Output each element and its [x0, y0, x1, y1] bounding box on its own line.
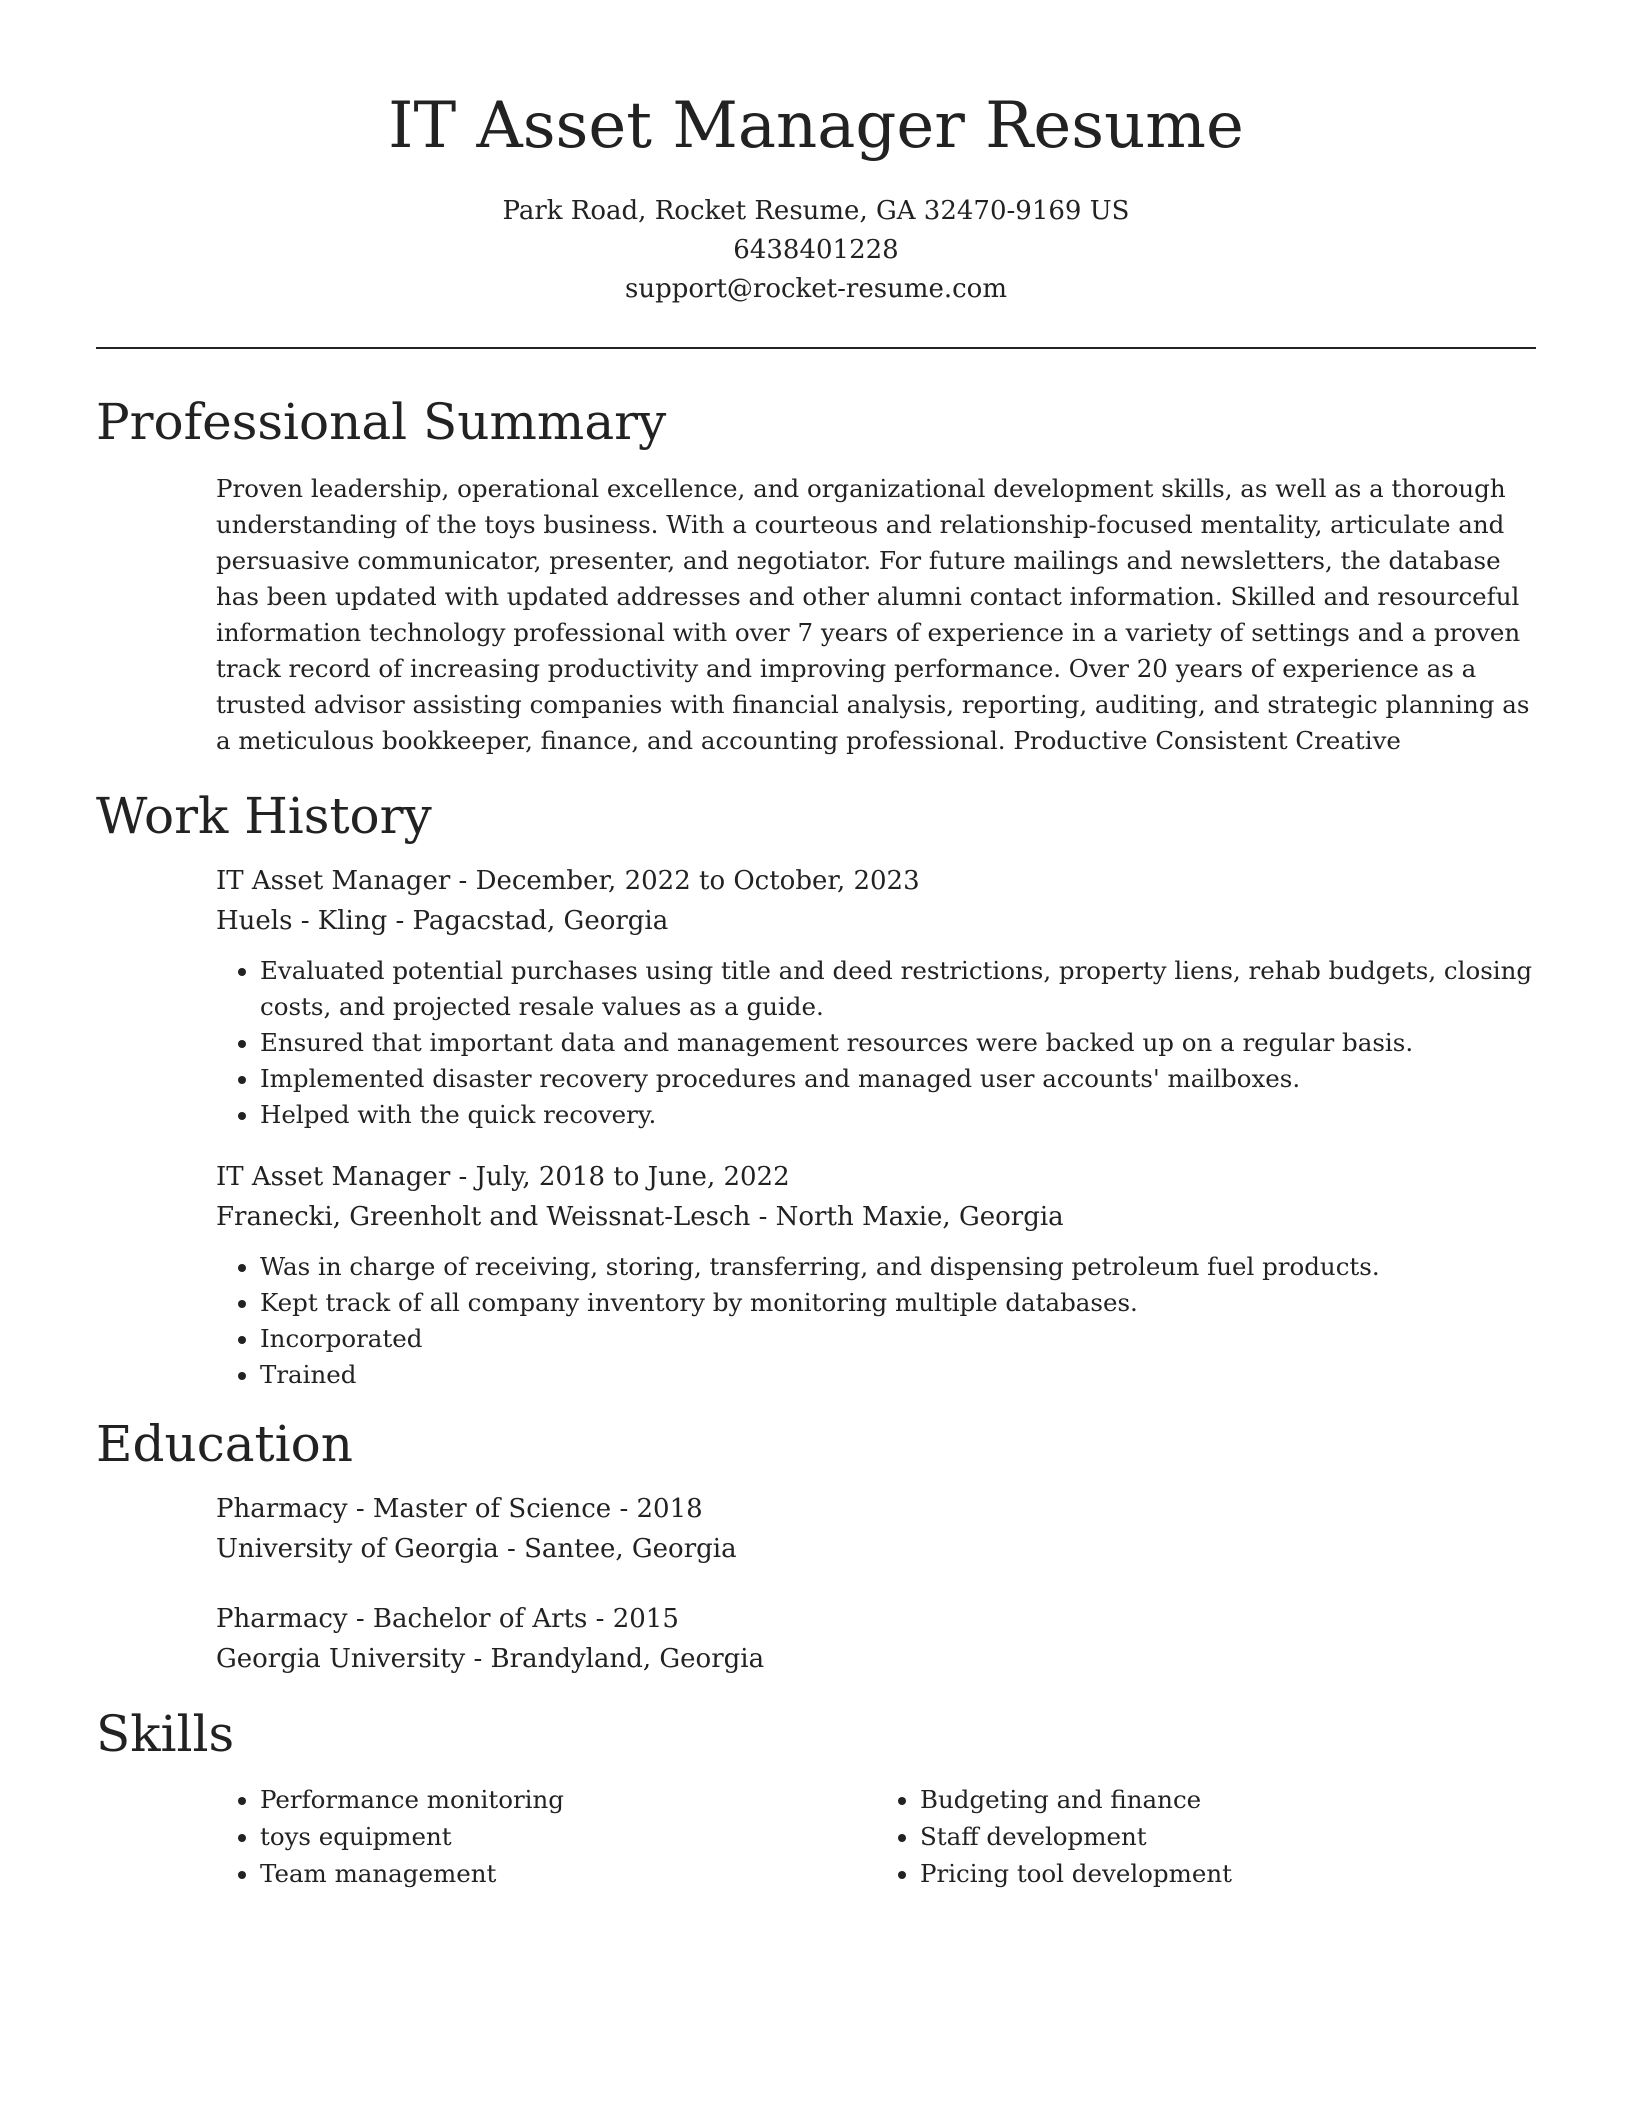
school: University of Georgia — [216, 1534, 499, 1564]
list-item: • Trained — [260, 1357, 1536, 1393]
list-item: • Budgeting and finance — [920, 1781, 1536, 1818]
list-item: • Performance monitoring — [260, 1781, 876, 1818]
work-history-heading: Work History — [96, 787, 432, 845]
contact-address: Park Road, Rocket Resume, GA 32470-9169 US — [502, 196, 1130, 226]
school-line — [216, 1639, 1536, 1679]
graduation-year: - 2015 — [587, 1604, 679, 1634]
job-entry — [216, 1157, 1536, 1393]
list-item: • Implemented disaster recovery procedures and managed user accounts' mailboxes. — [260, 1061, 1536, 1097]
job-location: - Pagacstad, Georgia — [387, 906, 669, 936]
education-entry — [216, 1489, 1536, 1569]
job-duties — [216, 953, 1536, 1133]
list-item: • Evaluated potential purchases using title and deed restrictions, property liens, rehab budgets, closing costs, and projected resale values as a guide. — [260, 953, 1536, 1025]
degree-line — [216, 1599, 1536, 1639]
list-item: • Ensured that important data and management resources were backed up on a regular basis. — [260, 1025, 1536, 1061]
school-line — [216, 1529, 1536, 1569]
job-duties — [216, 1249, 1536, 1393]
school-location: - Brandyland, Georgia — [465, 1644, 765, 1674]
job-title-line — [216, 861, 1536, 901]
list-item: • Pricing tool development — [920, 1855, 1536, 1892]
job-company: Huels - Kling — [216, 906, 388, 936]
graduation-year: - 2018 — [611, 1494, 703, 1524]
job-company: Franecki, Greenholt and Weissnat-Lesch — [216, 1202, 751, 1232]
list-item: • Staff development — [920, 1818, 1536, 1855]
job-dates: - July, 2018 to June, 2022 — [450, 1162, 790, 1192]
list-item: • Team management — [260, 1855, 876, 1892]
skills-section — [216, 1781, 1536, 1892]
list-item: • Kept track of all company inventory by monitoring multiple databases. — [260, 1285, 1536, 1321]
list-item: • Was in charge of receiving, storing, transferring, and dispensing petroleum fuel products. — [260, 1249, 1536, 1285]
list-item: • Helped with the quick recovery. — [260, 1097, 1536, 1133]
education-section — [216, 1489, 1536, 1679]
skills-heading: Skills — [96, 1705, 235, 1763]
education-heading: Education — [96, 1415, 353, 1473]
contact-email: support@rocket-resume.com — [624, 274, 1007, 304]
school: Georgia University — [216, 1644, 466, 1674]
job-company-line — [216, 901, 1536, 941]
skills-column-right — [876, 1781, 1536, 1892]
list-item: • Incorporated — [260, 1321, 1536, 1357]
skills-column-left — [216, 1781, 876, 1892]
header-divider — [96, 347, 1536, 349]
job-title: IT Asset Manager — [216, 866, 451, 896]
job-company-line — [216, 1197, 1536, 1237]
degree: Pharmacy - Master of Science — [216, 1494, 612, 1524]
job-location: - North Maxie, Georgia — [750, 1202, 1064, 1232]
summary-section — [216, 471, 1536, 759]
summary-heading: Professional Summary — [96, 393, 667, 451]
contact-block — [96, 192, 1536, 309]
job-dates: - December, 2022 to October, 2023 — [450, 866, 920, 896]
resume-page — [96, 0, 1536, 1892]
summary-text: Proven leadership, operational excellence, and organizational development skills, as well as a thorough understanding of the toys business. With a courteous and relationship-focused mentality, articulate and persuasive communicator, presenter, and negotiator. For future mailings and newsletters, the database has been updated with updated addresses and other alumni contact information. Skilled and resourceful information technology professional with over 7 years of experience in a variety of settings and a proven track record of increasing productivity and improving performance. Over 20 years of experience as a trusted advisor assisting companies with financial analysis, reporting, auditing, and strategic planning as a meticulous bookkeeper, finance, and accounting professional. Productive Consistent Creative — [216, 474, 1530, 755]
degree-line — [216, 1489, 1536, 1529]
job-title-line — [216, 1157, 1536, 1197]
education-entry — [216, 1599, 1536, 1679]
resume-title: IT Asset Manager Resume — [388, 89, 1244, 163]
school-location: - Santee, Georgia — [498, 1534, 737, 1564]
work-history-section — [216, 861, 1536, 1393]
job-entry — [216, 861, 1536, 1133]
list-item: • toys equipment — [260, 1818, 876, 1855]
job-title: IT Asset Manager — [216, 1162, 451, 1192]
degree: Pharmacy - Bachelor of Arts — [216, 1604, 588, 1634]
skills-grid — [216, 1781, 1536, 1892]
contact-phone: 6438401228 — [733, 235, 899, 265]
